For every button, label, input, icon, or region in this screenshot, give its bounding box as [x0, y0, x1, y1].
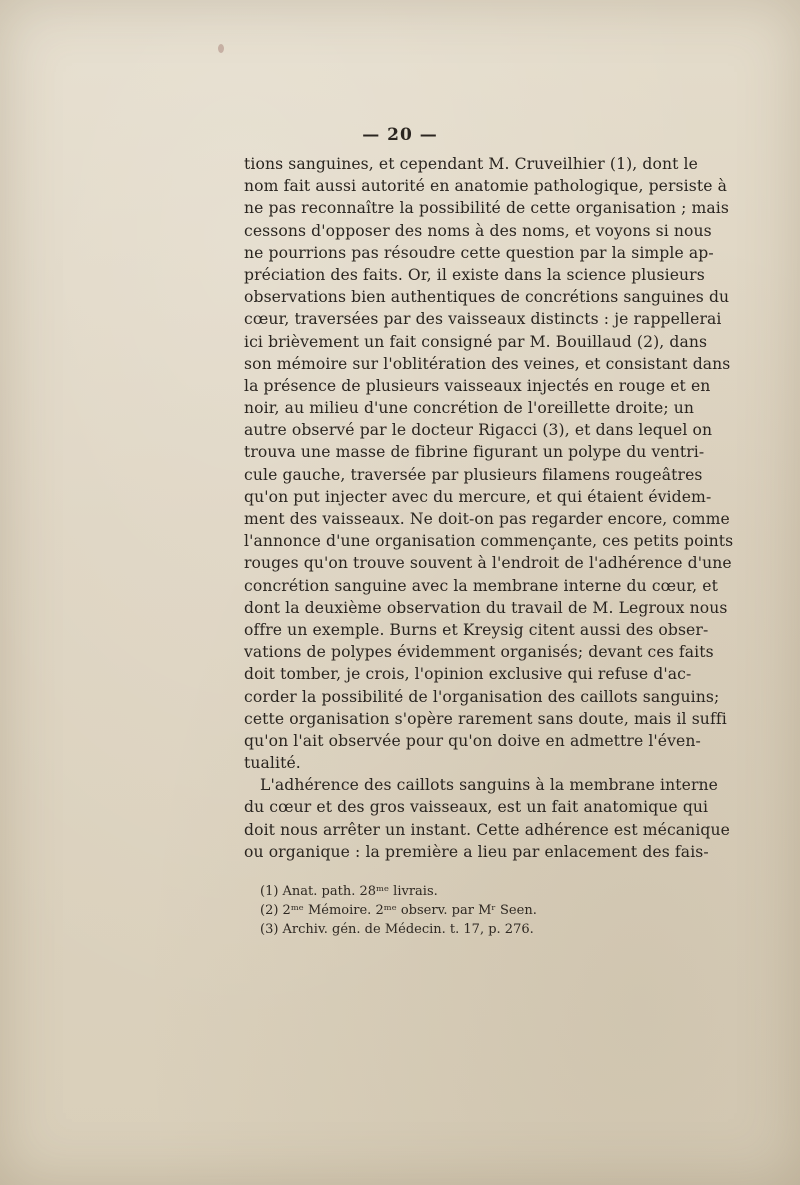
text-line: offre un exemple. Burns et Kreysig citent aussi des obser-	[244, 620, 709, 639]
text-line: cœur, traversées par des vaisseaux distincts : je rappellerai	[244, 310, 722, 329]
text-line: son mémoire sur l'oblitération des veines, et consistant dans	[244, 354, 731, 373]
text-line: autre observé par le docteur Rigacci (3), et dans lequel on	[244, 421, 713, 440]
footnotes	[260, 882, 680, 939]
text-line: ne pourrions pas résoudre cette question par la simple ap-	[244, 243, 714, 262]
footnote-1: (1) Anat. path. 28ᵐᵉ livrais.	[260, 884, 438, 899]
text-line: qu'on put injecter avec du mercure, et qui étaient évidem-	[244, 487, 712, 506]
page-number: — 20 —	[362, 125, 438, 145]
text-line: cessons d'opposer des noms à des noms, et voyons si nous	[244, 221, 712, 240]
body-text	[244, 153, 734, 863]
text-line: doit tomber, je crois, l'opinion exclusive qui refuse d'ac-	[244, 665, 692, 684]
text-line: du cœur et des gros vaisseaux, est un fait anatomique qui	[244, 798, 709, 817]
footnote-3: (3) Archiv. gén. de Médecin. t. 17, p. 276.	[260, 922, 534, 937]
text-line: la présence de plusieurs vaisseaux injectés en rouge et en	[244, 376, 711, 395]
text-line: observations bien authentiques de concrétions sanguines du	[244, 288, 730, 307]
text-line: ou organique : la première a lieu par enlacement des fais-	[244, 842, 709, 861]
paragraph-end-line: tualité.	[244, 754, 301, 773]
text-line: concrétion sanguine avec la membrane interne du cœur, et	[244, 576, 718, 595]
text-line: vations de polypes évidemment organisés; devant ces faits	[244, 643, 714, 662]
text-line: cule gauche, traversée par plusieurs filamens rougeâtres	[244, 465, 703, 484]
paper-stain	[218, 44, 224, 53]
text-line: l'annonce d'une organisation commençante, ces petits points	[244, 532, 734, 551]
text-line: corder la possibilité de l'organisation des caillots sanguins;	[244, 687, 720, 706]
text-line: noir, au milieu d'une concrétion de l'oreillette droite; un	[244, 399, 695, 418]
text-line: nom fait aussi autorité en anatomie pathologique, persiste à	[244, 177, 728, 196]
paragraph-start-line: L'adhérence des caillots sanguins à la membrane interne	[260, 776, 718, 795]
text-line: qu'on l'ait observée pour qu'on doive en admettre l'éven-	[244, 731, 701, 750]
text-line: tions sanguines, et cependant M. Cruveilhier (1), dont le	[244, 155, 698, 173]
text-line: cette organisation s'opère rarement sans doute, mais il suffi	[244, 709, 727, 728]
footnote-2: (2) 2ᵐᵉ Mémoire. 2ᵐᵉ observ. par Mʳ Seen.	[260, 903, 537, 918]
text-line: ment des vaisseaux. Ne doit-on pas regarder encore, comme	[244, 510, 730, 528]
text-line: doit nous arrêter un instant. Cette adhérence est mécanique	[244, 820, 730, 839]
text-line: dont la deuxième observation du travail de M. Legroux nous	[244, 598, 728, 617]
text-line: ici brièvement un fait consigné par M. Bouillaud (2), dans	[244, 332, 708, 351]
text-line: préciation des faits. Or, il existe dans la science plusieurs	[244, 265, 705, 284]
text-line: ne pas reconnaître la possibilité de cette organisation ; mais	[244, 199, 729, 218]
text-line: rouges qu'on trouve souvent à l'endroit de l'adhérence d'une	[244, 554, 732, 573]
text-line: trouva une masse de fibrine figurant un polype du ventri-	[244, 443, 705, 462]
